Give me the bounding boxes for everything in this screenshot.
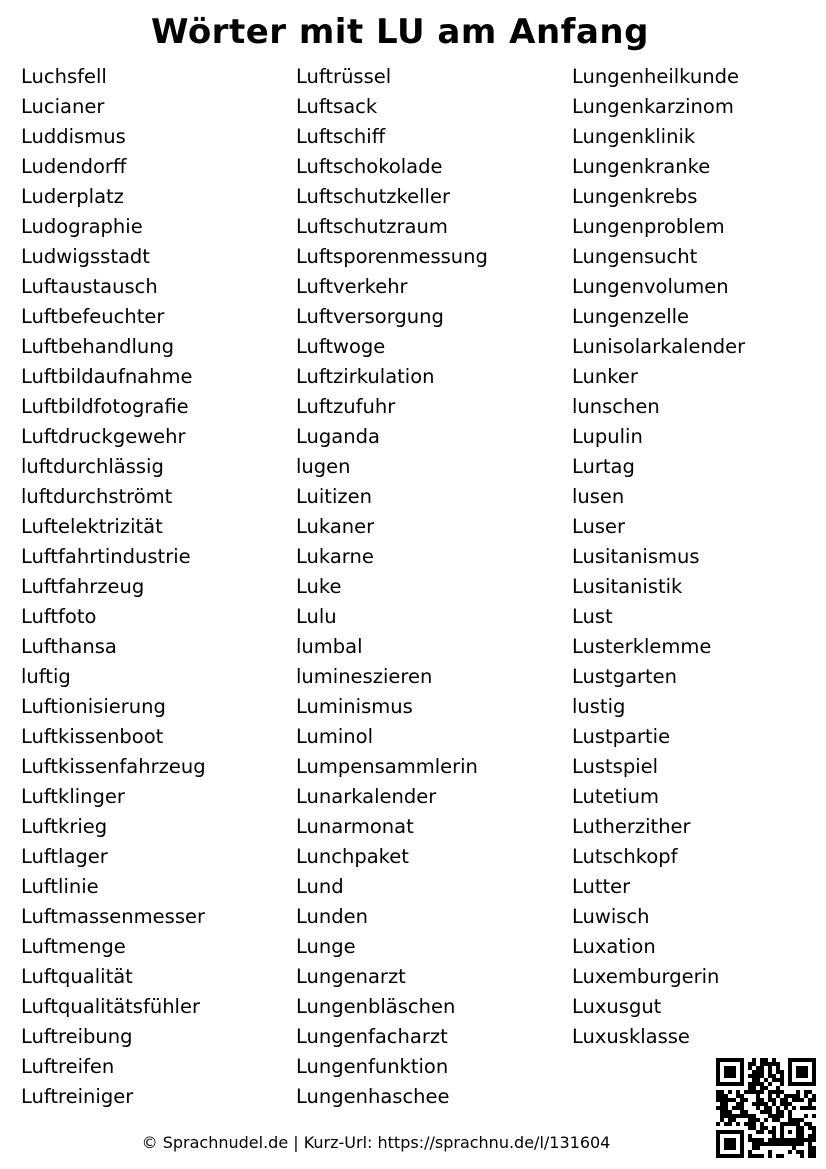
word-item: Luftmenge (21, 935, 126, 958)
word-item: Luftschokolade (296, 155, 443, 178)
word-item: Luganda (296, 425, 380, 448)
word-item: Lukaner (296, 515, 375, 538)
word-item: Luminismus (296, 695, 413, 718)
word-item: luftdurchströmt (21, 485, 173, 508)
word-item: Lutschkopf (572, 845, 678, 868)
word-item: Lungenzelle (572, 305, 690, 328)
word-item: Lunarkalender (296, 785, 437, 808)
word-item: Luxation (572, 935, 656, 958)
word-item: Luftbildaufnahme (21, 365, 193, 388)
word-item: Ludendorff (21, 155, 127, 178)
word-column-2 (296, 62, 488, 1112)
word-item: Luxusgut (572, 995, 662, 1018)
word-item: Lungenkarzinom (572, 95, 734, 118)
word-item: Lunarmonat (296, 815, 414, 838)
word-item: Lunchpaket (296, 845, 409, 868)
word-item: Lucianer (21, 95, 105, 118)
word-item: Luftqualität (21, 965, 133, 988)
word-item: Lufthansa (21, 635, 117, 658)
word-item: Luftbefeuchter (21, 305, 165, 328)
word-item: luftdurchlässig (21, 455, 164, 478)
word-item: Luderplatz (21, 185, 124, 208)
word-item: Luxusklasse (572, 1025, 690, 1048)
word-item: Luftbildfotografie (21, 395, 189, 418)
word-item: Lungenkrebs (572, 185, 698, 208)
word-item: Lungensucht (572, 245, 698, 268)
word-item: Luftreibung (21, 1025, 133, 1048)
word-item: Lusitanistik (572, 575, 683, 598)
word-item: lumineszieren (296, 665, 433, 688)
word-item: Lungenklinik (572, 125, 696, 148)
word-item: Luftkissenboot (21, 725, 164, 748)
word-item: Ludographie (21, 215, 143, 238)
word-column-3 (572, 62, 745, 1052)
word-item: Ludwigsstadt (21, 245, 150, 268)
word-item: Luftkissenfahrzeug (21, 755, 206, 778)
word-item: Luftschutzkeller (296, 185, 450, 208)
word-item: Luftfahrtindustrie (21, 545, 191, 568)
word-item: Lungenfunktion (296, 1055, 449, 1078)
word-item: lunschen (572, 395, 660, 418)
word-item: Lust (572, 605, 613, 628)
word-item: Lukarne (296, 545, 374, 568)
word-item: Luftwoge (296, 335, 386, 358)
word-item: Luftfoto (21, 605, 97, 628)
word-item: Luftreiniger (21, 1085, 134, 1108)
word-item: Lungenheilkunde (572, 65, 739, 88)
word-item: Lungenfacharzt (296, 1025, 448, 1048)
word-item: Lunker (572, 365, 638, 388)
word-item: Luke (296, 575, 342, 598)
word-item: Lunisolarkalender (572, 335, 746, 358)
word-item: Lund (296, 875, 344, 898)
word-item: Luser (572, 515, 626, 538)
word-item: Lunden (296, 905, 368, 928)
word-item: lugen (296, 455, 351, 478)
word-item: Lungenarzt (296, 965, 406, 988)
word-item: Lungenvolumen (572, 275, 729, 298)
word-item: Lupulin (572, 425, 643, 448)
word-item: Luftaustausch (21, 275, 158, 298)
word-item: Luftschutzraum (296, 215, 448, 238)
word-item: Lutherzither (572, 815, 691, 838)
word-item: Lustgarten (572, 665, 678, 688)
word-item: Lungenbläschen (296, 995, 456, 1018)
word-item: Luftlager (21, 845, 108, 868)
word-item: Luftschiff (296, 125, 386, 148)
word-item: Lungenproblem (572, 215, 725, 238)
word-item: Luftverkehr (296, 275, 408, 298)
word-item: Lustspiel (572, 755, 659, 778)
word-item: Luftkrieg (21, 815, 108, 838)
word-item: Luftzufuhr (296, 395, 396, 418)
word-item: Lusterklemme (572, 635, 712, 658)
word-item: Luddismus (21, 125, 126, 148)
word-item: Luxemburgerin (572, 965, 720, 988)
word-item: Lungenhaschee (296, 1085, 450, 1108)
word-item: Luftzirkulation (296, 365, 435, 388)
word-item: Luftklinger (21, 785, 125, 808)
word-item: Lungenkranke (572, 155, 711, 178)
word-item: Lunge (296, 935, 356, 958)
word-item: Lutter (572, 875, 631, 898)
word-item: Luftreifen (21, 1055, 115, 1078)
word-item: Luftrüssel (296, 65, 392, 88)
word-item: Lumpensammlerin (296, 755, 478, 778)
word-item: Luftqualitätsfühler (21, 995, 200, 1018)
word-item: Lusitanismus (572, 545, 700, 568)
word-item: Luftsporenmessung (296, 245, 488, 268)
word-item: Lutetium (572, 785, 659, 808)
word-item: lustig (572, 695, 626, 718)
page-title: Wörter mit LU am Anfang (151, 12, 649, 52)
word-column-1 (21, 62, 206, 1112)
word-item: lusen (572, 485, 625, 508)
word-item: Luftfahrzeug (21, 575, 145, 598)
footer-credit: © Sprachnudel.de | Kurz-Url: https://sprachnu.de/l/131604 (141, 1133, 611, 1152)
word-item: luftig (21, 665, 71, 688)
word-item: lumbal (296, 635, 363, 658)
word-item: Lulu (296, 605, 337, 628)
word-item: Luftelektrizität (21, 515, 163, 538)
word-item: Luftdruckgewehr (21, 425, 186, 448)
qr-code-icon (716, 1058, 816, 1158)
word-item: Luftsack (296, 95, 378, 118)
word-item: Luftbehandlung (21, 335, 174, 358)
word-item: Luftmassenmesser (21, 905, 205, 928)
word-item: Luitizen (296, 485, 372, 508)
word-item: Luftversorgung (296, 305, 444, 328)
word-item: Luwisch (572, 905, 650, 928)
word-item: Lurtag (572, 455, 635, 478)
word-item: Lustpartie (572, 725, 671, 748)
word-item: Luchsfell (21, 65, 107, 88)
word-item: Luminol (296, 725, 374, 748)
word-item: Luftlinie (21, 875, 99, 898)
word-item: Luftionisierung (21, 695, 166, 718)
